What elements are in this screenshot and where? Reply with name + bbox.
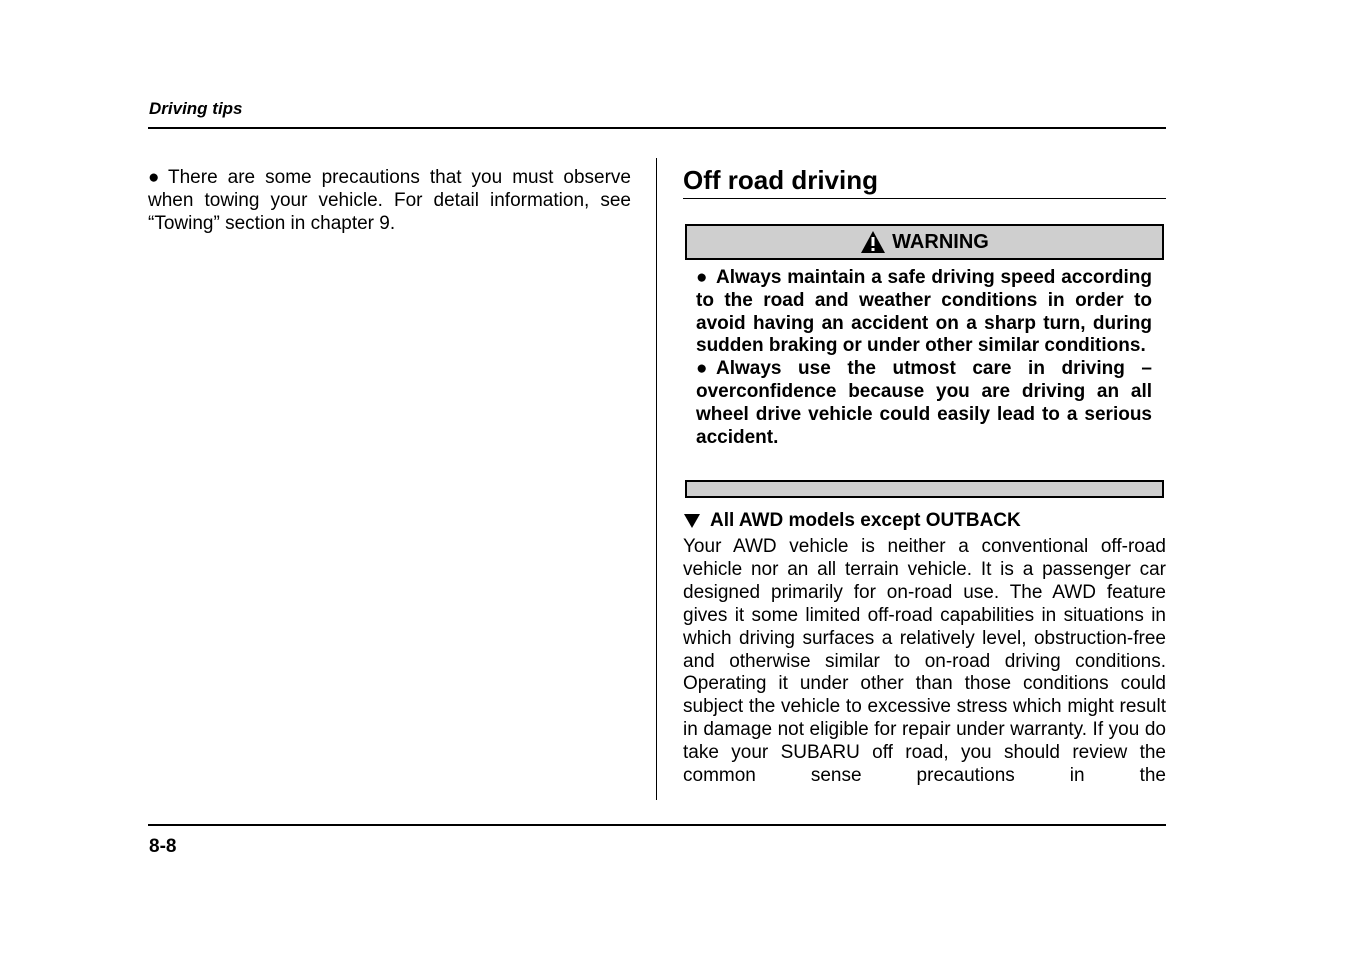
section-title: Off road driving xyxy=(683,165,878,195)
bullet: ● xyxy=(696,267,708,288)
bullet: ● xyxy=(148,167,160,188)
footer-rule xyxy=(148,824,1166,826)
down-triangle-icon xyxy=(683,513,701,529)
warning-item xyxy=(696,267,1152,358)
warning-item xyxy=(696,358,1152,449)
warning-triangle-icon xyxy=(860,229,886,255)
left-column-note xyxy=(148,166,631,235)
page-number: 8-8 xyxy=(149,836,177,857)
header-rule xyxy=(148,127,1166,129)
running-head: Driving tips xyxy=(149,99,243,118)
column-divider xyxy=(656,158,657,800)
section-title-rule xyxy=(683,198,1166,199)
warning-item-text: Always maintain a safe driving speed according to the road and weather conditions in order to avoid having an accident on a sharp turn, during sudden braking or under other similar conditions. xyxy=(696,267,1152,357)
warning-item-text: Always use the utmost care in driving – overconfidence because you are driving an all wheel drive vehicle could easily lead to a serious accident. xyxy=(696,358,1152,448)
subheading xyxy=(683,509,1166,533)
warning-footer-bar xyxy=(685,480,1164,498)
warning-body xyxy=(696,267,1152,449)
warning-header xyxy=(685,224,1164,260)
towing-note-text: There are some precautions that you must observe when towing your vehicle. For detail information, see “Towing” section in chapter 9. xyxy=(148,167,631,234)
body-paragraph: Your AWD vehicle is neither a conventional off-road vehicle nor an all terrain vehicle. It is a passenger car designed primarily for on-road use. The AWD feature gives it some limited off-road capabilities in situations in which driving surfaces a relatively level, obstruction-free and otherwise similar to on-road driving conditions. Operating it under other than those conditions could subject the vehicle to excessive stress which might result in damage not eligible for repair under warranty. If you do take your SUBARU off road, you should review the common sense precautions in the xyxy=(683,536,1166,787)
bullet: ● xyxy=(696,358,708,380)
warning-label: WARNING xyxy=(892,231,989,253)
subheading-text: All AWD models except OUTBACK xyxy=(710,510,1021,531)
